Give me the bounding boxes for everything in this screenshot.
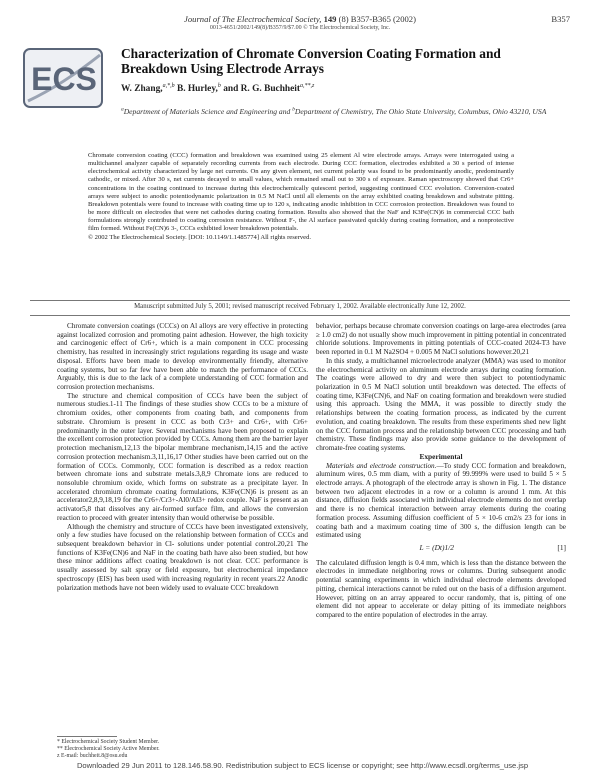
- paragraph: [316, 462, 566, 540]
- issn-line: 0013-4651/2002/149(8)/B357/9/$7.00 © The Electrochemical Society, Inc.: [209, 25, 391, 31]
- affiliation-text: Department of Chemistry, The Ohio State University, Columbus, Ohio 43210, USA: [294, 107, 547, 116]
- body-column-left: [57, 322, 308, 592]
- paragraph: The structure and chemical composition of CCCs have been the subject of numerous studies.1-11 The findings of these studies show CCCs to be a mixture of chromium oxides, other components from coating bath, and components from substrate. Chromium is present in CCC as both Cr3+ and Cr6+, with Cr6+ predominantly in the outer layer. Several mechanisms have been proposed to explain the excellent corrosion protection provided by CCCs. Among them are the barrier layer protection mechanism,12,13 the bipolar membrane mechanism,14,15 and the active corrosion protection mechanism.3,11,16,17 Other studies have been carried out on the formation of CCCs. Commonly, CCC formation is described as a redox reaction between chromate ions and substrate metals.3,8,9 Chromate ions are reduced to nonsoluble chromium oxide, which forms on substrate as a precipitate layer. In accelerated chromium chromate coating formulations, K3Fe(CN)6 is present as an accelerator2,8,9,18,19 for the Cr6+/Cr3+-Al0/Al3+ redox couple. NaF is present as an activator5,8 that dissolves any air-formed surface film, and allows the conversion reaction to proceed with greater intensity than would otherwise be possible.: [57, 391, 308, 522]
- paragraph-text: —To study CCC formation and breakdown, aluminum wires, 0.5 mm diam, with a purity of 99.999% were used to build 5 × 5 electrode arrays. A photograph of the electrode array is shown in Fig. 1. The distance between two adjacent electrodes in a row or a column is around 1 mm. At this distance, diffusion fields associated with individual electrode elements do not overlap and there is no chemical interaction between array elements during the coating formation process. Assuming diffusion coefficient of 5 × 10-6 cm2/s 23 for ions in coating bath and a maximum coating time of 300 s, the diffusion length can be estimated using: [316, 461, 567, 540]
- affiliation-mark: a: [121, 106, 124, 113]
- author-marks: b: [217, 82, 221, 89]
- body-column-right: [316, 322, 566, 620]
- author-marks: a,*,b: [162, 82, 175, 89]
- paragraph: behavior, perhaps because chromate conversion coatings on large-area electrodes (area ≥ 1.0 cm2) do not usually show much improvement in pitting potential in concentrated chloride solutions. Improvements in pitting potentials of CCC-coated 2024-T3 have been reported in 0.1 M Na2SO4 + 0.005 M NaCl solutions however.20,21: [316, 322, 566, 357]
- author-marks: a,**,z: [300, 82, 315, 89]
- section-heading: Experimental: [419, 451, 463, 461]
- manuscript-dates: Manuscript submitted July 5, 2001; revised manuscript received February 1, 2002. Available electronically June 12, 2002.: [134, 303, 466, 310]
- journal-issue-pages: (8) B357-B365 (2002): [338, 14, 416, 24]
- journal-name: Journal of The Electrochemical Society,: [184, 14, 322, 24]
- paragraph: The calculated diffusion length is 0.4 mm, which is less than the distance between the electrodes in immediate neighboring rows or columns. During subsequent anodic potential scanning experiments in which individual electrode elements developed pitting, chemical interactions cannot be ruled out on the basis of a diffusion argument. However, pitting on an array appeared to occur randomly, that is, pitting of one element did not appear to accelerate or delay pitting of its immediate neighbors compared to the entire population of electrodes in the array.: [316, 558, 566, 619]
- divider: [30, 300, 570, 301]
- paragraph: In this study, a multichannel microelectrode analyzer (MMA) was used to monitor the electrochemical activity on aluminum electrode arrays during coating formation. The coatings were allowed to dry and were then subject to potentiodynamic polarization in 0.5 M NaCl solution until breakdown was detected. The effects of coating time, K3Fe(CN)6, and NaF on coating formation and breakdown were studied using this approach. Using the MMA, it was possible to directly study the relationships between the coating formation process, as indicated by the current evolution, and coating breakdown. The results from these experiments shed new light on the CCC formation process and the relationship between CCC processing and bath chemistry. These findings may also provide some guidance to the development of chromate-free coating systems.: [316, 356, 566, 453]
- author-list: [121, 84, 551, 94]
- paragraph: Although the chemistry and structure of CCCs have been investigated extensively, only a few studies have focused on the relationship between formation of CCCs and subsequent breakdown behavior in Cl- solutions under potential control.20,21 The functions of K3Fe(CN)6 and NaF in the coating bath have also been studied, but how these minor additions affect coating breakdown is not clear. CCC performance is usually assessed by salt spray or field exposure, but electrochemical impedance spectroscopy (EIS) has been used with increasing regularity in recent years.22 Anodic polarization methods have not been widely used to evaluate CCC breakdown: [57, 522, 308, 592]
- equation-formula: L = (Dt)1/2: [419, 542, 454, 552]
- affiliations: [121, 107, 551, 117]
- ecs-logo-text: ECS: [31, 61, 97, 97]
- footnote: z E-mail: buchheit.8@osu.edu: [57, 753, 128, 759]
- footnote: * Electrochemical Society Student Member.: [57, 739, 160, 745]
- doi: [DOI: 10.1149/1.1485774] All rights reserved.: [188, 233, 312, 241]
- author-name: and R. G. Buchheit: [223, 84, 301, 94]
- ecs-logo: [22, 45, 106, 111]
- paragraph: Chromate conversion coatings (CCCs) on Al alloys are very effective in protecting against localized corrosion and promoting paint adhesion. However, the high toxicity and carcinogenic effect of Cr6+, which is a main component in CCC processing chemistry, has resulted in increasingly strict regulations regarding its usage and waste disposal. Efforts have been made to develop environmentally friendly, alternative coating systems, but so far few have been able to match the performance of CCCs. Arguably, this is due to the lack of a complete understanding of CCC formation and corrosion protection mechanisms.: [57, 322, 308, 392]
- abstract: [88, 152, 514, 242]
- footnote: ** Electrochemical Society Active Member.: [57, 746, 160, 752]
- page-code: B357: [551, 14, 570, 24]
- journal-citation: [175, 14, 425, 24]
- equation: [316, 544, 566, 553]
- subsection-lead: Materials and electrode construction.: [326, 461, 437, 470]
- download-footer: Downloaded 29 Jun 2011 to 128.146.58.90. Redistribution subject to ECS license or copyright; see http://www.ecsdl.org/terms_use.jsp: [76, 761, 529, 770]
- divider: [30, 315, 570, 316]
- abstract-text: Chromate conversion coating (CCC) formation and breakdown was examined using 25 element Al wire electrode arrays. Arrays were interrogated using a multichannel analyzer capable of separately recording currents from each electrode. During CCC formation, electrodes exhibited a 30 s period of intense electrochemical activity characterized by large net currents. On any given element, net current polarity was found to be predominantly anodic, predominantly cathodic, or mixed. After 30 s, net currents decayed to small values, which remained small out to 300 s of exposure. Raman spectroscopy showed that Cr6+ concentrations in the coating continued to increase during this electrochemically quiescent period, suggesting continued CCC evolution. Conversion-coated arrays were subject to anodic potentiodynamic polarization in 0.5 M NaCl until all elements on the array exhibited coating breakdown and substrate pitting. Breakdown potentials were found to increase with coating time up to 120 s, indicating anodic inhibition in CCC corrosion protection. Breakdown was found to be more difficult on electrodes that were net cathodes during coating formation. Results also showed that the NaF and K3Fe(CN)6 in commercial CCC bath formulations strongly contributed to coating corrosion resistance. Without F-, the Al surface passivated quickly during coating formation, and a nonprotective film formed. Without Fe(CN)6 3-, CCCs exhibited lower breakdown potentials.: [88, 152, 514, 233]
- journal-volume: 149: [323, 14, 337, 24]
- author-name: W. Zhang,: [121, 84, 163, 94]
- author-name: B. Hurley,: [176, 84, 218, 94]
- paper-title: Characterization of Chromate Conversion Coating Formation and Breakdown Using Electrode Arrays: [121, 46, 501, 76]
- copyright: © 2002 The Electrochemical Society.: [88, 233, 187, 241]
- affiliation-text: Department of Materials Science and Engineering and: [123, 107, 291, 116]
- equation-number: [1]: [557, 542, 566, 552]
- affiliation-mark: b: [292, 106, 295, 113]
- footnote-rule: [57, 736, 117, 737]
